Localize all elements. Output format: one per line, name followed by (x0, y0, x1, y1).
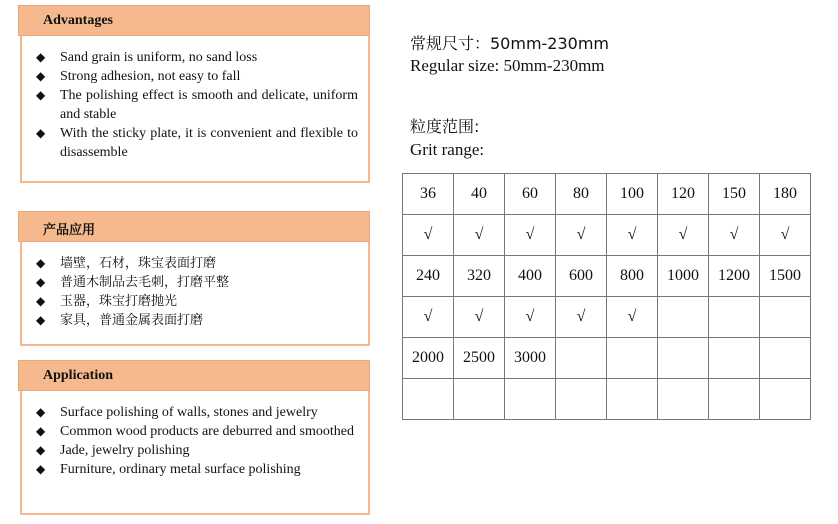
product-application-title: 产品应用 (18, 211, 370, 242)
diamond-bullet-icon: ◆ (36, 69, 46, 83)
advantages-title: Advantages (18, 5, 370, 36)
diamond-bullet-icon: ◆ (36, 275, 46, 289)
grit-en: Grit range: (410, 140, 485, 159)
size-en: Regular size: 50mm-230mm (410, 56, 605, 75)
diamond-bullet-icon: ◆ (36, 50, 46, 64)
list-item: ◆ Common wood products are deburred and smoothed (36, 424, 354, 439)
table-cell: √ (760, 215, 811, 256)
table-cell: 400 (505, 256, 556, 297)
diamond-bullet-icon: ◆ (36, 256, 46, 270)
product-application-panel (18, 211, 370, 328)
table-row (403, 379, 811, 420)
table-cell: √ (403, 215, 454, 256)
table-cell (760, 297, 811, 338)
table-cell: 120 (658, 174, 709, 215)
table-row (403, 174, 811, 215)
diamond-bullet-icon: ◆ (36, 443, 46, 457)
table-cell: 180 (760, 174, 811, 215)
list-item: ◆ 墙壁，石材，珠宝表面打磨 (36, 256, 217, 271)
table-cell: √ (454, 215, 505, 256)
table-cell (760, 379, 811, 420)
application-panel (18, 360, 370, 477)
table-cell: 100 (607, 174, 658, 215)
size-cn: 常规尺寸：50mm-230mm (410, 34, 610, 53)
product-application-list (34, 254, 358, 330)
table-cell (505, 379, 556, 420)
diamond-bullet-icon: ◆ (36, 126, 46, 140)
table-cell: 1500 (760, 256, 811, 297)
table-cell (658, 379, 709, 420)
list-item: ◆ Strong adhesion, not easy to fall (36, 69, 241, 84)
table-cell: √ (505, 297, 556, 338)
table-cell (403, 379, 454, 420)
product-application-body (20, 242, 370, 346)
diamond-bullet-icon: ◆ (36, 405, 46, 419)
table-row (403, 297, 811, 338)
table-cell (709, 338, 760, 379)
table-cell: 80 (556, 174, 607, 215)
table-cell (658, 338, 709, 379)
table-row (403, 215, 811, 256)
table-cell: √ (556, 215, 607, 256)
table-cell: 1200 (709, 256, 760, 297)
table-cell (658, 297, 709, 338)
list-item: ◆ 家具，普通金属表面打磨 (36, 313, 204, 328)
table-cell: √ (607, 297, 658, 338)
list-item: ◆ 普通木制品去毛刺，打磨平整 (36, 275, 230, 290)
advantages-body (20, 36, 370, 183)
table-cell (760, 338, 811, 379)
table-row (403, 256, 811, 297)
table-cell (709, 297, 760, 338)
table-cell: 1000 (658, 256, 709, 297)
table-cell (607, 379, 658, 420)
list-item: ◆ The polishing effect is smooth and delicate, uniform and stable (36, 88, 358, 122)
grit-table (402, 173, 811, 420)
table-cell: 150 (709, 174, 760, 215)
diamond-bullet-icon: ◆ (36, 424, 46, 438)
table-cell: √ (658, 215, 709, 256)
list-item: ◆ 玉器，珠宝打磨抛光 (36, 294, 178, 309)
table-cell: √ (709, 215, 760, 256)
diamond-bullet-icon: ◆ (36, 462, 46, 476)
table-cell: √ (556, 297, 607, 338)
table-cell (556, 338, 607, 379)
list-item: ◆ Sand grain is uniform, no sand loss (36, 50, 258, 65)
table-cell (607, 338, 658, 379)
table-cell: 60 (505, 174, 556, 215)
diamond-bullet-icon: ◆ (36, 294, 46, 308)
application-list (34, 403, 358, 479)
table-cell: 2500 (454, 338, 505, 379)
table-row (403, 338, 811, 379)
advantages-panel (18, 5, 370, 160)
table-cell (454, 379, 505, 420)
table-cell (556, 379, 607, 420)
table-cell: 36 (403, 174, 454, 215)
list-item: ◆ Surface polishing of walls, stones and jewelry (36, 405, 318, 420)
table-cell: 600 (556, 256, 607, 297)
application-body (20, 391, 370, 515)
list-item: ◆ Furniture, ordinary metal surface polishing (36, 462, 301, 477)
application-title: Application (18, 360, 370, 391)
diamond-bullet-icon: ◆ (36, 88, 46, 102)
advantages-list (34, 48, 358, 162)
table-cell: 2000 (403, 338, 454, 379)
table-cell: 800 (607, 256, 658, 297)
table-cell (709, 379, 760, 420)
list-item: ◆ Jade, jewelry polishing (36, 443, 190, 458)
table-cell: √ (403, 297, 454, 338)
grit-cn: 粒度范围: (410, 117, 480, 136)
table-cell: 240 (403, 256, 454, 297)
diamond-bullet-icon: ◆ (36, 313, 46, 327)
table-cell: √ (607, 215, 658, 256)
table-cell: √ (454, 297, 505, 338)
table-cell: 40 (454, 174, 505, 215)
list-item: ◆ With the sticky plate, it is convenient and flexible to disassemble (36, 126, 358, 160)
table-cell: 320 (454, 256, 505, 297)
table-cell: 3000 (505, 338, 556, 379)
table-cell: √ (505, 215, 556, 256)
